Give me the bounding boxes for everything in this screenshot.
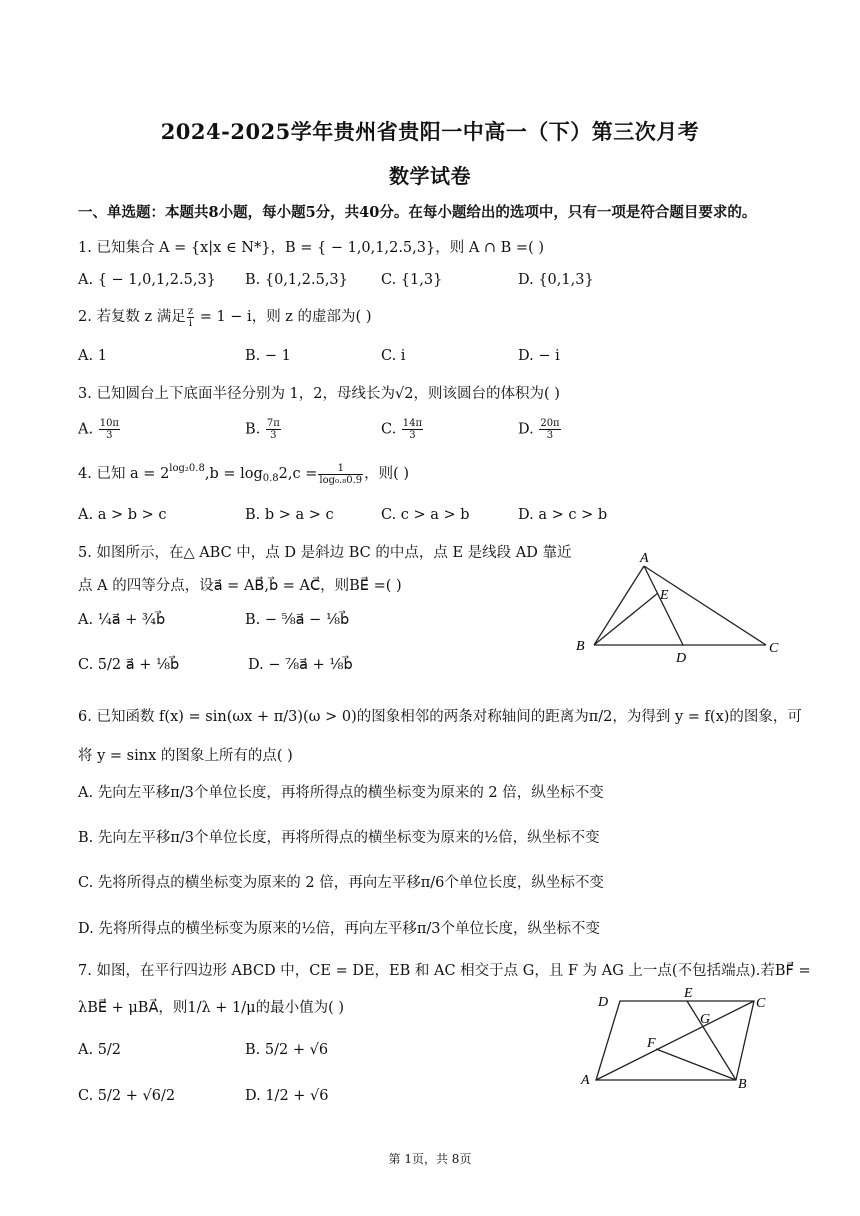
- question-1-stem: 1. 已知集合 A = {x|x ∈ N*}，B = { − 1,0,1,2.5,3}，则 A ∩ B =( ): [78, 240, 544, 256]
- q3-option-d: D. $\frac{20\pi}{3}$: [518, 418, 560, 441]
- question-4-stem: 4. 已知 $a = 2^{log_20.8},b = \log_{0.8}2,c$ = $\frac{1}{\text{log₀.₈0.9}}$ ，则( ): [78, 462, 410, 486]
- q3-option-a: A. $\frac{10\pi}{3}$: [78, 418, 119, 441]
- question-7-line-1: 7. 如图，在平行四边形 ABCD 中，CE = DE，EB 和 AC 相交于点 G，且 F 为 AG 上一点(不包括端点).若BF⃗ =: [78, 963, 811, 979]
- q4-option-d: D. a > c > b: [518, 507, 608, 523]
- q3-option-b: B. $\frac{7\pi}{3}$: [245, 418, 280, 441]
- q6-option-b: B. 先向左平移π/3个单位长度，再将所得点的横坐标变为原来的½倍，纵坐标不变: [78, 830, 600, 846]
- q2-option-d: D. − i: [518, 348, 560, 364]
- question-6-line-2: 将 y = sinx 的图象上所有的点( ): [78, 748, 293, 764]
- label-e: E: [660, 588, 669, 603]
- question-3-stem: 3. 已知圆台上下底面半径分别为 1，2，母线长为√2，则该圆台的体积为( ): [78, 386, 560, 402]
- q7-option-d: D. 1/2 + √6: [245, 1088, 329, 1104]
- segment-bf: [656, 1049, 736, 1080]
- q6-option-c: C. 先将所得点的横坐标变为原来的 2 倍，再向左平移π/6个单位长度，纵坐标不变: [78, 875, 604, 891]
- q1-option-b: B. {0,1,2.5,3}: [245, 272, 348, 288]
- label-a: A: [640, 551, 649, 566]
- q6-option-a: A. 先向左平移π/3个单位长度，再将所得点的横坐标变为原来的 2 倍，纵坐标不变: [78, 785, 604, 801]
- q4-option-c: C. c > a > b: [381, 507, 470, 523]
- q2-frac-den: i: [188, 317, 193, 329]
- q6-option-d: D. 先将所得点的横坐标变为原来的½倍，再向左平移π/3个单位长度，纵坐标不变: [78, 921, 601, 937]
- question-7-line-2: λBE⃗ + μBA⃗，则1/λ + 1/μ的最小值为( ): [78, 1000, 344, 1016]
- q2-option-a: A. 1: [78, 348, 107, 364]
- q5-option-b: B. − ⅝a⃗ − ⅛b⃗: [245, 612, 350, 628]
- diagonal-ac: [596, 1001, 754, 1080]
- label-g: G: [700, 1012, 711, 1027]
- label-f: F: [647, 1036, 656, 1051]
- label-e: E: [684, 986, 693, 1001]
- triangle-figure: [570, 548, 790, 668]
- q2-post: = 1 − i，则 z 的虚部为( ): [195, 309, 372, 325]
- label-c: C: [756, 996, 766, 1011]
- q5-option-c: C. 5/2 a⃗ + ⅛b⃗: [78, 657, 180, 673]
- edge-ab: [594, 566, 644, 645]
- q4-option-a: A. a > b > c: [78, 507, 167, 523]
- q2-frac-num: z: [187, 305, 194, 317]
- q2-fraction: [187, 306, 194, 329]
- label-a: A: [581, 1073, 590, 1088]
- q5-option-d: D. − ⅞a⃗ + ⅛b⃗: [248, 657, 353, 673]
- question-2-stem: [78, 305, 371, 329]
- q5-option-a: A. ¼a⃗ + ¾b⃗: [78, 612, 166, 628]
- q4-fraction: $\frac{1}{\text{log₀.₈0.9}}$: [319, 462, 363, 486]
- question-6-line-1: 6. 已知函数 f(x) = sin(ωx + π/3)(ω > 0)的图象相邻的两条对称轴间的距离为π/2，为得到 y = f(x)的图象，可: [78, 709, 802, 725]
- label-b: B: [738, 1077, 747, 1092]
- q2-option-c: C. i: [381, 348, 406, 364]
- q7-option-c: C. 5/2 + √6/2: [78, 1088, 176, 1104]
- segment-ad: [644, 566, 683, 645]
- q7-option-b: B. 5/2 + √6: [245, 1042, 329, 1058]
- q1-option-a: A. { − 1,0,1,2.5,3}: [78, 272, 216, 288]
- segment-be: [594, 593, 658, 645]
- label-c: C: [769, 641, 779, 656]
- q1-option-d: D. {0,1,3}: [518, 272, 594, 288]
- segment-eb: [687, 1001, 736, 1080]
- q4-exponent: log₂0.8: [169, 463, 205, 474]
- q3-option-c: C. $\frac{14\pi}{3}$: [381, 418, 423, 441]
- label-d: D: [598, 995, 609, 1010]
- q2-pre: 2. 若复数 z 满足: [78, 309, 186, 325]
- q2-option-b: B. − 1: [245, 348, 291, 364]
- q7-option-a: A. 5/2: [78, 1042, 122, 1058]
- page-title: 2024-2025学年贵州省贵阳一中高一（下）第三次月考: [160, 119, 700, 144]
- edge-ac: [644, 566, 766, 645]
- question-5-line-1: 5. 如图所示，在△ ABC 中，点 D 是斜边 BC 的中点，点 E 是线段 AD 靠近: [78, 545, 572, 561]
- section-heading: 一、单选题：本题共8小题，每小题5分，共40分。在每小题给出的选项中，只有一项是符合题目要求的。: [78, 204, 757, 221]
- question-5-line-2: 点 A 的四等分点，设a⃗ = AB⃗,b⃗ = AC⃗，则BE⃗ =( ): [78, 578, 402, 594]
- label-d: D: [676, 651, 687, 666]
- label-b: B: [576, 639, 585, 654]
- q4-option-b: B. b > a > c: [245, 507, 334, 523]
- q1-option-c: C. {1,3}: [381, 272, 443, 288]
- parallelogram-figure: [576, 985, 786, 1095]
- page-subtitle: 数学试卷: [389, 164, 471, 188]
- page-footer: 第 1页，共 8页: [388, 1152, 472, 1166]
